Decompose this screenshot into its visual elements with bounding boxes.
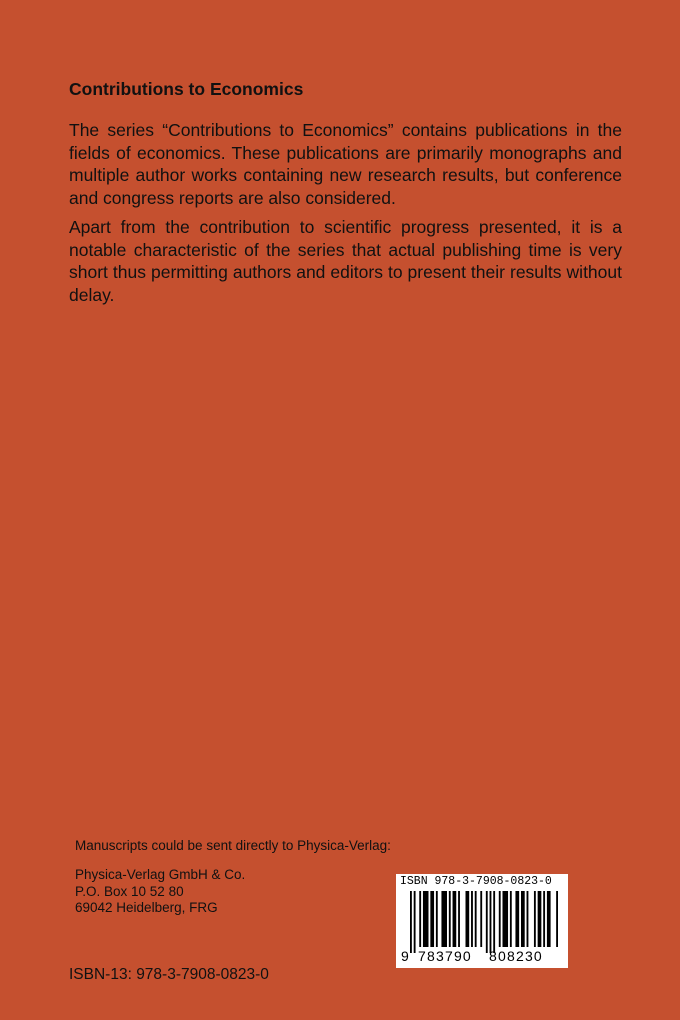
barcode-bar — [493, 891, 495, 953]
barcode-digits — [396, 948, 568, 966]
isbn-barcode — [396, 874, 568, 968]
barcode-bar — [475, 891, 477, 947]
barcode-bar — [543, 891, 545, 947]
isbn-13-line: ISBN-13: 978-3-7908-0823-0 — [69, 966, 269, 983]
barcode-bar — [466, 891, 470, 947]
barcode-bar — [419, 891, 421, 947]
barcode-bar — [486, 891, 488, 953]
series-description-paragraph: The series “Contributions to Economics” contains publications in the fields of economics. These publications are primarily monographs and multiple author works containing new research results, but conference and congress reports are also considered. — [69, 120, 622, 208]
barcode-bar — [449, 891, 451, 947]
barcode-bar — [490, 891, 492, 953]
manuscripts-note: Manuscripts could be sent directly to Physica-Verlag: — [75, 838, 391, 853]
barcode-bar — [430, 891, 434, 947]
barcode-bar — [527, 891, 529, 947]
barcode-bar — [458, 891, 460, 947]
barcode-bar — [480, 891, 482, 947]
barcode-bar — [515, 891, 519, 947]
barcode-bar — [556, 891, 558, 947]
barcode-bar — [414, 891, 416, 953]
barcode-bars — [410, 891, 558, 953]
barcode-bar — [410, 891, 412, 953]
barcode-bar — [499, 891, 501, 947]
publisher-name: Physica-Verlag GmbH & Co. — [75, 867, 246, 882]
barcode-digits-left: 783790 — [418, 948, 472, 964]
series-title: Contributions to Economics — [69, 79, 304, 99]
barcode-bar — [453, 891, 457, 947]
barcode-digit-first: 9 — [401, 948, 409, 964]
barcode-digits-right: 808230 — [489, 948, 543, 964]
barcode-bar — [510, 891, 512, 947]
barcode-bar — [423, 891, 429, 947]
barcode-bar — [521, 891, 525, 947]
publisher-city: 69042 Heidelberg, FRG — [75, 900, 218, 915]
barcode-bar — [503, 891, 509, 947]
publisher-po-box: P.O. Box 10 52 80 — [75, 883, 184, 899]
barcode-bar — [471, 891, 473, 947]
barcode-bar — [436, 891, 438, 947]
series-characteristic-paragraph: Apart from the contribution to scientific progress presented, it is a notable characteristic of the series that actual publishing time is very short thus permitting authors and editors to present their results without delay. — [69, 217, 622, 305]
publisher-address — [75, 867, 245, 917]
barcode-bar — [534, 891, 536, 947]
barcode-isbn-label: ISBN 978-3-7908-0823-0 — [400, 875, 552, 888]
barcode-bar — [441, 891, 447, 947]
barcode-bar — [538, 891, 542, 947]
barcode-bar — [547, 891, 551, 947]
